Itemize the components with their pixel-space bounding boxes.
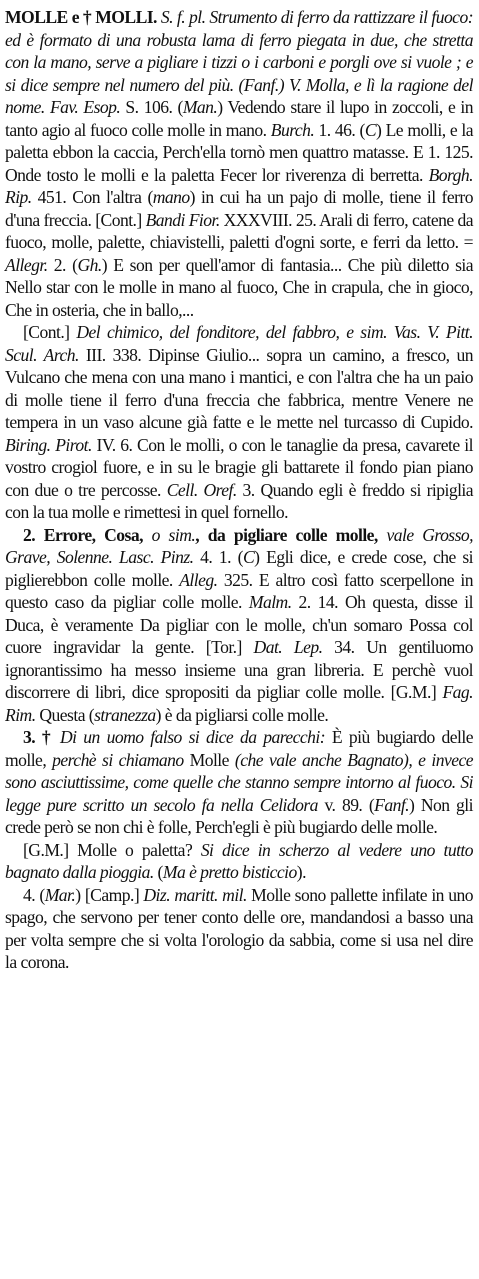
text-run: Man. <box>182 97 218 117</box>
entry-paragraph-joke <box>5 839 473 884</box>
text-run: Malm. <box>248 592 292 612</box>
text-run: 451. Con l'altra ( <box>31 187 153 207</box>
entry-sense-2 <box>5 524 473 727</box>
text-run: Biring. Pirot. <box>5 434 92 455</box>
text-run: 1. 46. ( <box>314 119 365 140</box>
text-run: vale Grosso, Grave, Solenne. Lasc. Pinz. <box>5 524 474 567</box>
text-run: ). <box>296 862 306 882</box>
text-run: ) [Camp.] <box>75 884 144 905</box>
text-run: Mar. <box>44 884 76 905</box>
text-run: stranezza <box>94 704 156 725</box>
text-run: Di un uomo falso si dice da parecchi: <box>59 727 326 747</box>
text-run: ) in cui ha un pajo di molle, tiene il ferro d'una freccia. [Cont.] <box>5 187 473 230</box>
text-run: ) Le molli, e la paletta ebbon la caccia, Perch'ella tornò men quattro matasse. E 1. 125. Onde tosto le molli e la paletta Fecer lor riverenza di berretta. <box>5 119 473 185</box>
text-run: Questa ( <box>35 704 95 725</box>
text-run: , e lì la ragione del nome. Fav. Esop. <box>5 74 473 117</box>
entry-paragraph-technical-use <box>5 321 473 524</box>
text-run: ) è da pigliarsi colle molle. <box>155 704 329 725</box>
text-run: Ma è pretto bisticcio <box>162 862 297 882</box>
entry-sense-3 <box>5 726 473 839</box>
entry-sense-4 <box>5 884 473 974</box>
text-run: Allegr. <box>5 254 48 275</box>
text-run: MOLLE e † MOLLI. <box>5 7 157 27</box>
text-run: 4. 1. ( <box>193 547 243 567</box>
text-run: Dat. Lep. <box>253 637 323 657</box>
text-run: Del chimico, del fonditore, del fabbro, e sim. Vas. V. Pitt. Scul. Arch. <box>5 322 473 365</box>
text-run: S. f. pl. Strumento di ferro da rattizzare il fuoco: ed è formato di una robusta lama di ferro piegata in due, che stretta con la mano, serve a pigliare i tizzi o i carboni e porgli ove si vuole ; e si dice sempre nel numero del più. (Fanf.) V. <box>5 7 473 95</box>
text-run: [G.M.] Molle o paletta? <box>23 839 201 860</box>
text-run: , da pigliare colle molle, <box>195 524 378 545</box>
text-run: S. 106. ( <box>120 97 183 117</box>
text-run: o sim. <box>151 524 196 545</box>
text-run: ) E son per quell'amor di fantasia... Che più diletto sia Nello star con le molle in mano al fuoco, Che in crapula, che in gioco, Che in osteria, che in ballo,... <box>5 254 473 320</box>
text-run: ) Vedendo stare il lupo in zoccoli, e in tanto agio al fuoco colle molle in mano. <box>5 97 473 140</box>
text-run: 2. ( <box>47 254 78 275</box>
text-run: Burch. <box>270 119 315 140</box>
text-run: (che vale anche Bagnato), e invece sono asciuttissime, come quelle che stanno sempre intorno al fuoco. Si legge pure scritto un secolo fa nella Celidora <box>5 749 474 815</box>
text-run: Cell. Oref. <box>166 479 237 500</box>
text-run: Molle sono pallette infilate in uno spago, che servono per tener conto delle ore, mandandosi a basso una per volta sempre che si volta l'orologio da sabbia, come si usa nel dire la corona. <box>5 884 473 972</box>
text-run: IV. 6. Con le molli, o con le tanaglie da presa, cavarete il vostro crogiol fuore, e in su le bragie gli battarete il fondo pian piano con due o tre percosse. <box>5 434 473 500</box>
text-run: Si dice in scherzo al vedere uno tutto bagnato dalla pioggia. <box>5 839 473 882</box>
text-run: 34. Un gentiluomo ignorantissimo ha messo insieme una gran libreria. E perchè vuol discorrere di libri, dice spropositi da pigliar colle molle. [G.M.] <box>5 637 474 702</box>
text-run: Fanf. <box>374 794 410 815</box>
text-run: [Cont.] <box>23 322 77 342</box>
text-run: ) Non gli crede però se non chi è folle, Perch'egli è più bugiardo delle molle. <box>5 794 473 837</box>
text-run: Diz. maritt. mil. <box>143 884 247 905</box>
text-run: 3. † <box>23 727 60 747</box>
text-run: mano <box>152 187 190 207</box>
text-run: Fag. Rim. <box>5 682 473 725</box>
text-run: Molle <box>183 749 235 770</box>
text-run: ( <box>153 862 163 882</box>
text-run: Alleg. <box>179 569 218 590</box>
text-run: C <box>364 119 376 140</box>
text-run: XXXVIII. 25. Arali di ferro, catene da fuoco, molle, palette, chiavistelli, paletti d'ogni sorte, e ferri da letto. = <box>5 209 473 252</box>
text-run: 3. Quando egli è freddo si ripiglia con la tua molle e rimettesi in quel fornello. <box>5 479 473 522</box>
text-run: C <box>242 547 255 567</box>
text-run: 325. E altro così fatto scerpellone in questo caso da pigliar colle molle. <box>5 569 473 612</box>
text-run: Molla <box>305 74 346 95</box>
text-run: v. 89. ( <box>317 794 375 815</box>
text-run: Gh. <box>77 254 102 275</box>
text-run: 2. Errore, Cosa, <box>23 524 152 545</box>
text-run: 2. 14. Oh questa, disse il Duca, è veramente Da pigliar con le molle, ch'un somaro Possa col cuore ingravidar la gente. [Tor.] <box>5 592 473 657</box>
text-run: 4. ( <box>23 884 45 905</box>
text-run: Bandi Fior. <box>145 209 220 230</box>
entry-definition-1 <box>5 6 473 321</box>
text-run: ) Egli dice, e crede cose, che si piglierebbon colle molle. <box>5 547 473 590</box>
text-run: perchè si chiamano <box>52 749 184 770</box>
text-run: III. 338. Dipinse Giulio... sopra un camino, a fresco, un Vulcano che mena con una mano i mantici, e con l'altra che ha un paio di molle tiene il ferro d'una freccia che fabbrica, mentre Venere ne tempera in un vaso alcune già fatte e le mette nel turcasso di Cupido. <box>5 344 473 432</box>
text-run: Borgh. Rip. <box>5 164 473 207</box>
text-run: È più bugiardo delle molle, <box>5 727 473 770</box>
